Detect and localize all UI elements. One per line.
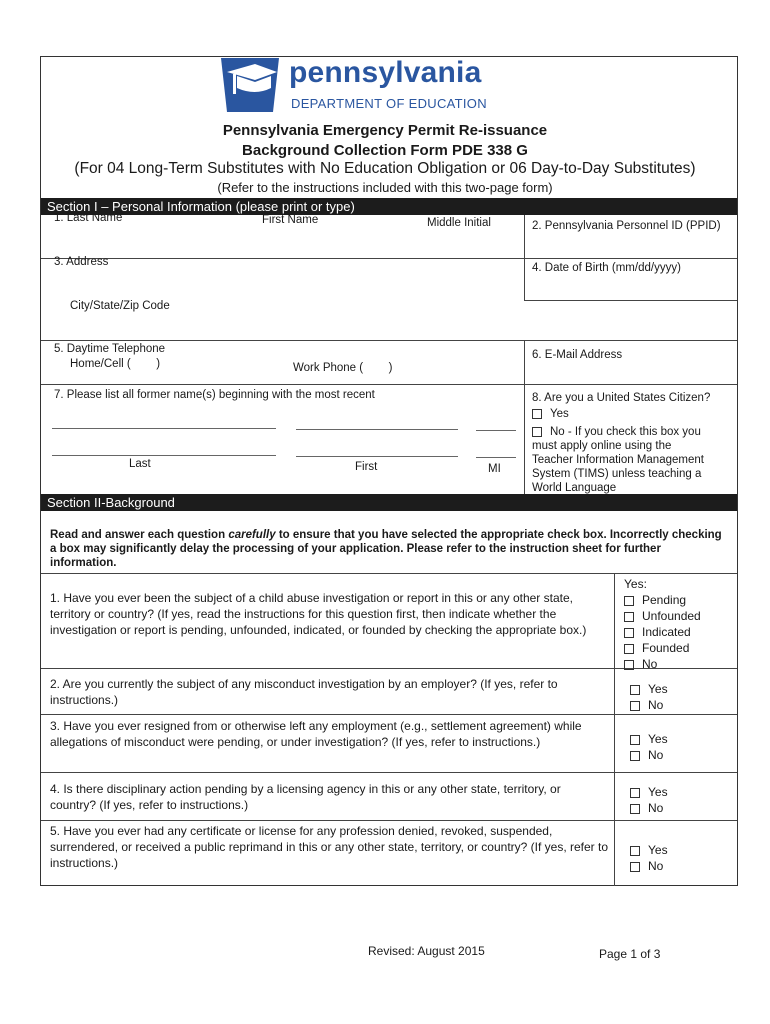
checkbox[interactable]	[532, 409, 542, 419]
checkbox[interactable]	[532, 427, 542, 437]
checkbox[interactable]	[630, 751, 640, 761]
checkbox[interactable]	[630, 804, 640, 814]
email-label: 6. E-Mail Address	[532, 349, 623, 361]
q5-option-yes[interactable]: Yes	[630, 842, 668, 858]
question-3: 3. Have you ever resigned from or otherwise left any employment (e.g., settlement agreement) while allegations of misconduct were pending, or under investigation? (If yes, refer to instructions.)	[50, 719, 582, 749]
q4-option-no[interactable]: No	[630, 800, 668, 816]
citizen-no-label: No - If you check this box you	[550, 426, 701, 438]
column-last-label: Last	[129, 458, 151, 470]
last-name-label: 1. Last Name	[54, 212, 123, 224]
former-name-first-line[interactable]	[296, 429, 458, 430]
q4-options	[630, 784, 668, 816]
q5-options	[630, 842, 668, 874]
question-2: 2. Are you currently the subject of any misconduct investigation by an employer? (If yes, refer to instructions.)	[50, 677, 558, 707]
daytime-phone-label: 5. Daytime Telephone	[54, 343, 166, 355]
ppid-label: 2. Pennsylvania Personnel ID (PPID)	[532, 220, 721, 232]
former-name-last-line[interactable]	[52, 455, 276, 456]
logo-wordmark: pennsylvania	[289, 56, 482, 89]
q3-option-yes[interactable]: Yes	[630, 731, 668, 747]
page-number: Page 1 of 3	[599, 947, 661, 961]
form-title: Pennsylvania Emergency Permit Re-issuance	[222, 122, 548, 139]
checkbox[interactable]	[630, 846, 640, 856]
first-name-label: First Name	[262, 214, 319, 226]
section2-instructions: Read and answer each question carefully to ensure that you have selected the appropriate check box. Incorrectly checking a box may significantly delay the processing of your application. Please refer to the instruction sheet for further information.	[50, 529, 722, 569]
checkbox[interactable]	[624, 612, 634, 622]
work-phone-label: Work Phone ( )	[293, 362, 393, 374]
q1-option-no[interactable]: No	[624, 656, 701, 672]
divider	[41, 340, 737, 341]
former-name-mi-line[interactable]	[476, 430, 516, 431]
q1-option-pending[interactable]: Pending	[624, 592, 701, 608]
form-instructions-ref: (Refer to the instructions included with this two-page form)	[217, 180, 553, 195]
divider	[524, 300, 737, 301]
checkbox[interactable]	[630, 788, 640, 798]
section1-header: Section I – Personal Information (please print or type)	[41, 198, 737, 215]
divider	[41, 714, 737, 715]
former-names-label: 7. Please list all former name(s) beginning with the most recent	[54, 389, 375, 401]
q2-options	[630, 681, 668, 713]
checkbox[interactable]	[630, 701, 640, 711]
citizen-no-note: System (TIMS) unless teaching a	[532, 468, 702, 480]
home-cell-label: Home/Cell ( )	[70, 358, 161, 370]
former-name-last-line[interactable]	[52, 428, 276, 429]
q2-option-yes[interactable]: Yes	[630, 681, 668, 697]
checkbox[interactable]	[630, 735, 640, 745]
form-subtitle: Background Collection Form PDE 338 G	[242, 142, 528, 159]
middle-initial-label: Middle Initial	[427, 217, 491, 229]
address-label: 3. Address	[54, 256, 109, 268]
form-scope: (For 04 Long-Term Substitutes with No Education Obligation or 06 Day-to-Day Substitutes)	[74, 160, 696, 177]
q3-option-no[interactable]: No	[630, 747, 668, 763]
checkbox[interactable]	[630, 862, 640, 872]
dob-label: 4. Date of Birth (mm/dd/yyyy)	[532, 262, 681, 274]
q1-options	[624, 576, 701, 672]
divider	[524, 215, 525, 300]
section2-header: Section II-Background	[41, 494, 737, 511]
divider	[41, 573, 737, 574]
column-first-label: First	[355, 461, 378, 473]
citizen-no-note: Teacher Information Management	[532, 454, 704, 466]
city-state-zip-label: City/State/Zip Code	[70, 300, 170, 312]
question-1: 1. Have you ever been the subject of a child abuse investigation or report in this or any other state, territory or country? (If yes, read the instructions for this question first, then indicate whether the investigation or report is pending, unfounded, indicated, or founded by checking the appropriate box.)	[50, 591, 587, 637]
divider	[524, 340, 525, 496]
q1-option-unfounded[interactable]: Unfounded	[624, 608, 701, 624]
divider	[41, 820, 737, 821]
former-name-first-line[interactable]	[296, 456, 458, 457]
column-mi-label: MI	[488, 463, 501, 475]
q1-option-indicated[interactable]: Indicated	[624, 624, 701, 640]
revised-date: Revised: August 2015	[368, 944, 485, 958]
q3-options	[630, 731, 668, 763]
former-name-mi-line[interactable]	[476, 457, 516, 458]
citizen-no-note: must apply online using the	[532, 440, 672, 452]
divider	[41, 772, 737, 773]
citizen-no-option[interactable]	[532, 425, 732, 495]
citizen-no-note: World Language	[532, 482, 617, 494]
q5-option-no[interactable]: No	[630, 858, 668, 874]
question-4: 4. Is there disciplinary action pending by a licensing agency in this or any other state, territory, or country? (If yes, refer to instructions.)	[50, 782, 561, 812]
checkbox[interactable]	[624, 628, 634, 638]
checkbox[interactable]	[624, 660, 634, 670]
logo-department: DEPARTMENT OF EDUCATION	[291, 96, 487, 111]
checkbox[interactable]	[624, 596, 634, 606]
checkbox[interactable]	[630, 685, 640, 695]
citizen-yes-option[interactable]	[532, 408, 569, 420]
q1-option-founded[interactable]: Founded	[624, 640, 701, 656]
q2-option-no[interactable]: No	[630, 697, 668, 713]
citizen-question: 8. Are you a United States Citizen?	[532, 392, 711, 404]
q1-yes-heading: Yes:	[624, 577, 647, 591]
q4-option-yes[interactable]: Yes	[630, 784, 668, 800]
divider	[41, 258, 737, 259]
citizen-yes-label: Yes	[550, 408, 569, 420]
divider	[614, 573, 615, 886]
question-5: 5. Have you ever had any certificate or license for any profession denied, revoked, suspended, surrendered, or received a public reprimand in this or any other state, territory, or country? (If yes, refer to instructions.)	[50, 824, 609, 870]
divider	[41, 384, 737, 385]
checkbox[interactable]	[624, 644, 634, 654]
